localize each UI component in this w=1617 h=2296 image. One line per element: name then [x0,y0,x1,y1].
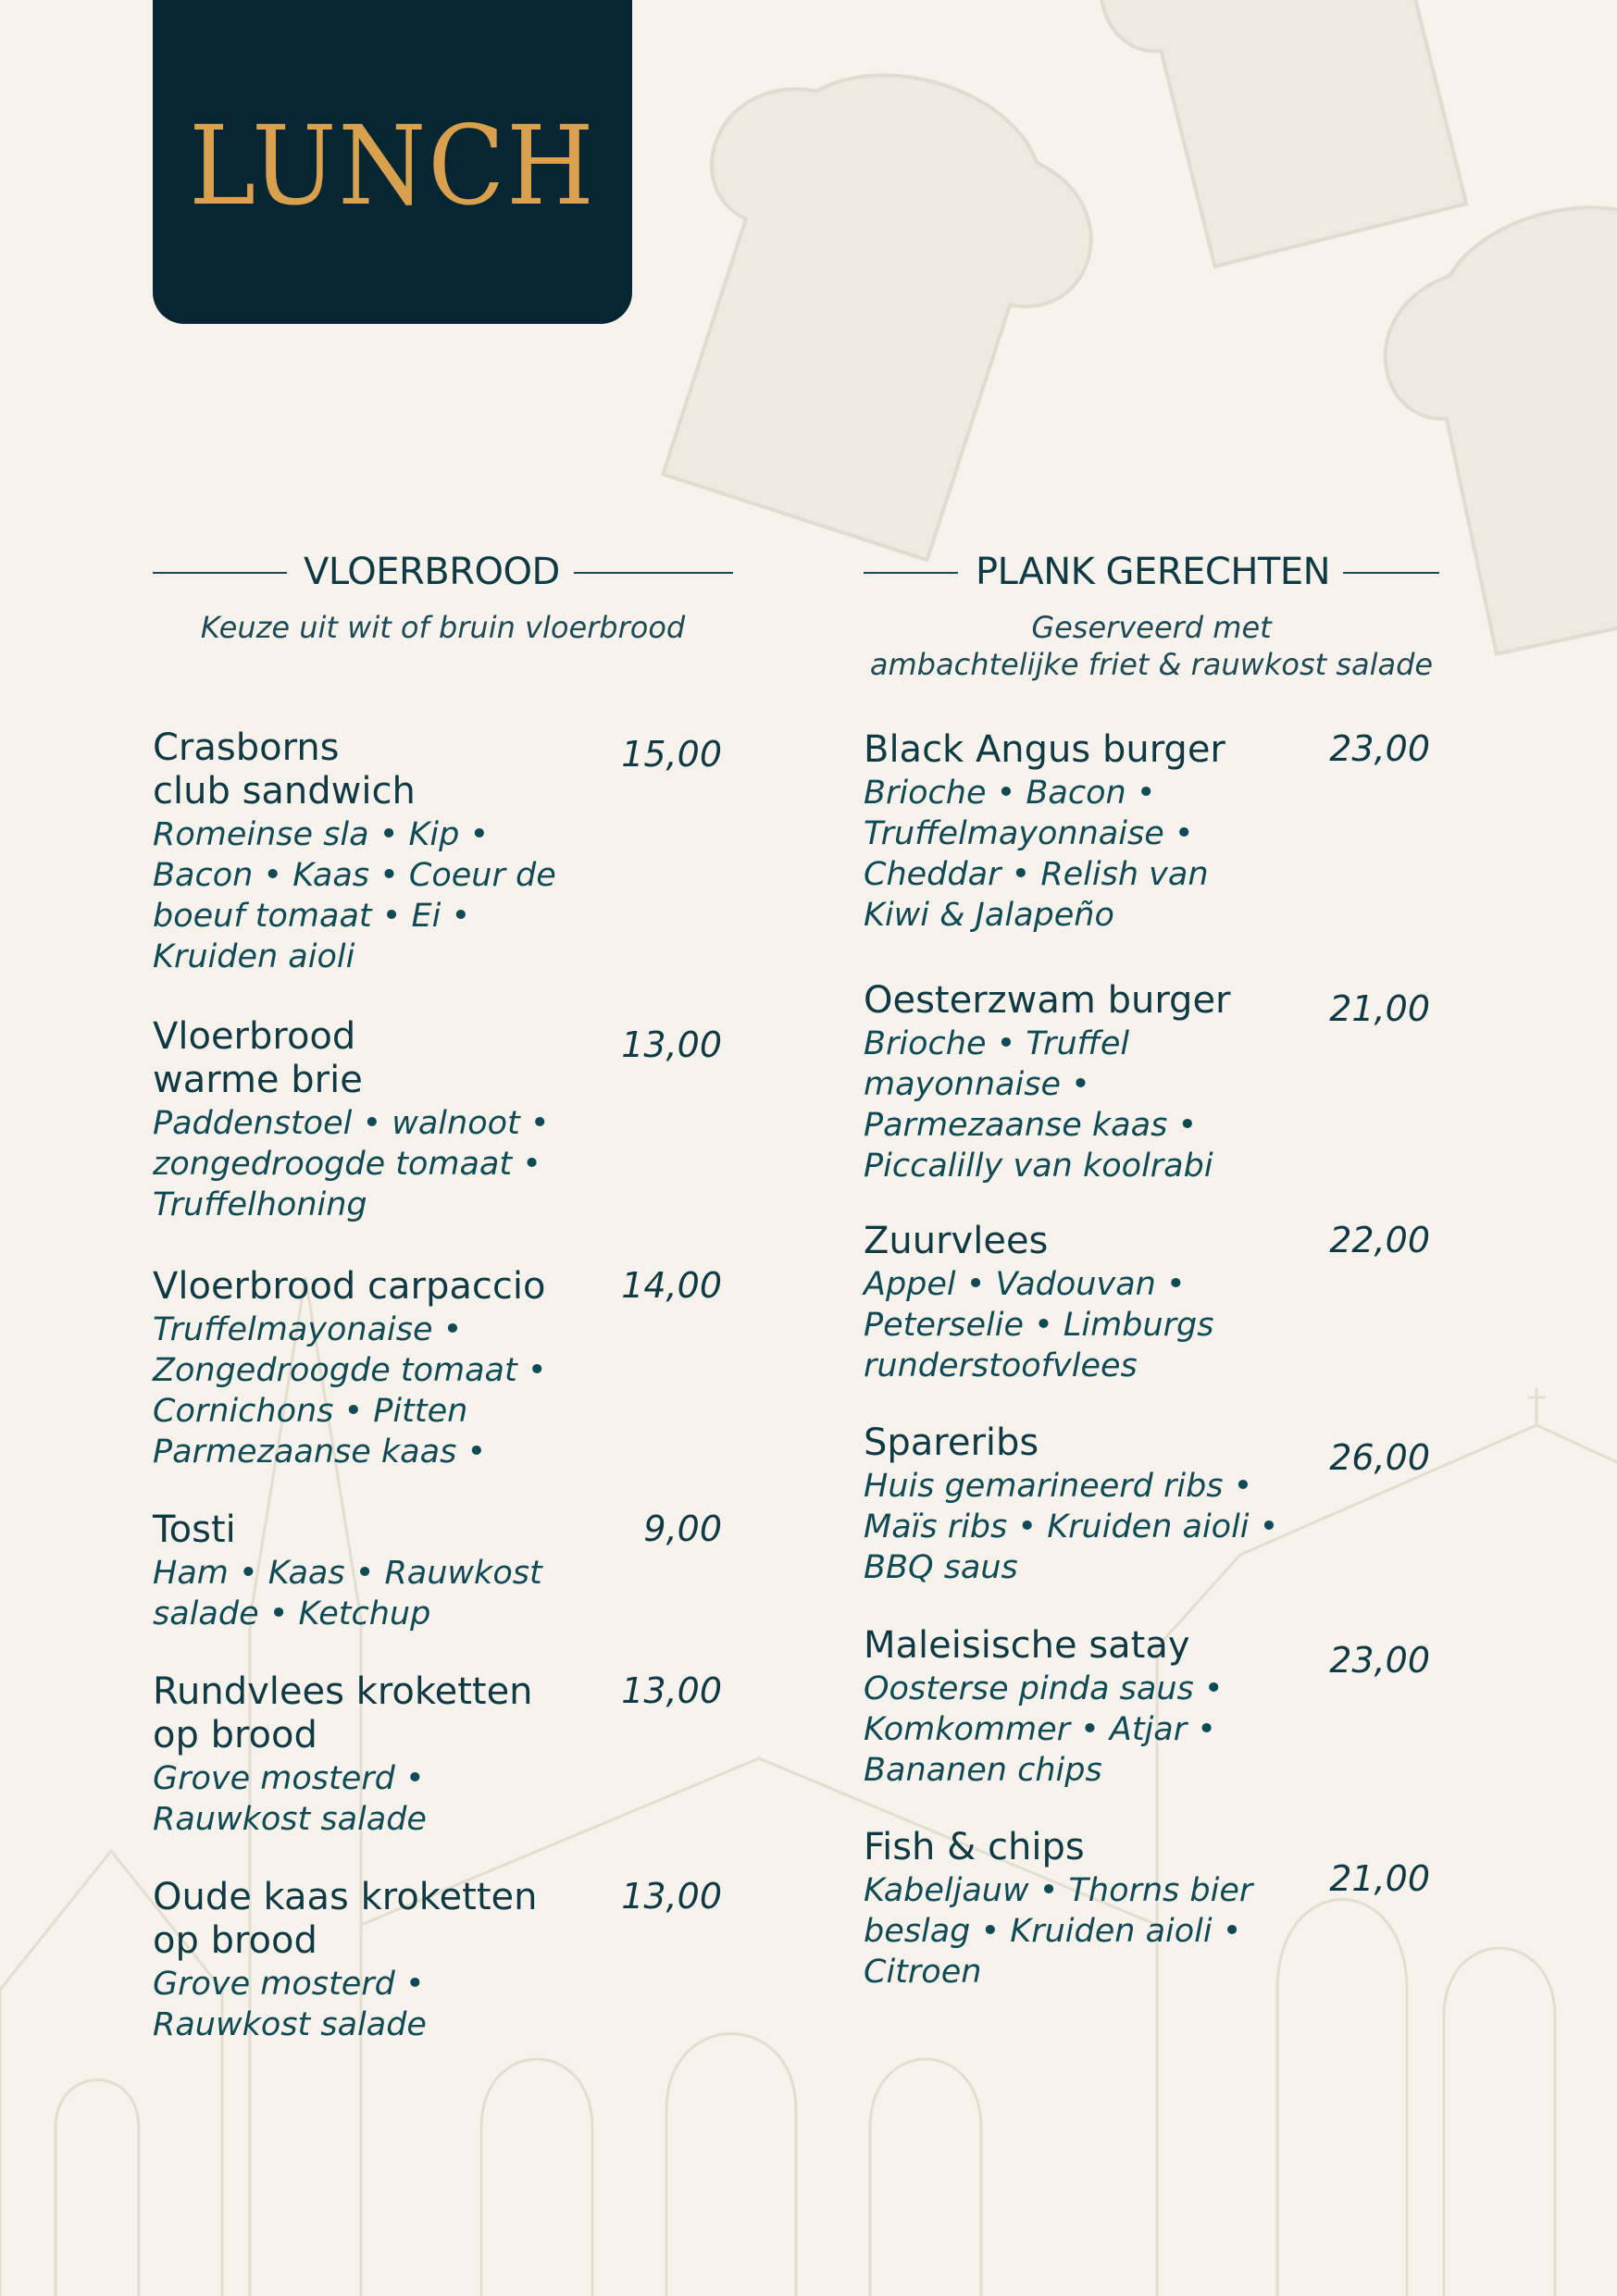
menu-item [864,728,1430,936]
item-description: Romeinse sla • Kip • Bacon • Kaas • Coeur de boeuf tomaat • Ei • Kruiden aioli [153,816,556,975]
item-price: 13,00 [621,1024,722,1065]
item-description: Kabeljauw • Thorns bier beslag • Kruiden aioli • Citroen [864,1872,1253,1991]
item-description: Appel • Vadouvan • Peterselie • Limburgs runderstoofvlees [864,1266,1214,1384]
item-price: 21,00 [1329,1858,1430,1899]
item-price: 21,00 [1329,988,1430,1029]
header-rule-left [864,572,958,574]
item-description: Brioche • Truffel mayonnaise • Parmezaanse kaas • Piccalilly van koolrabi [864,1025,1213,1185]
item-name: Rundvlees kroketten op brood [153,1670,533,1756]
menu-item [153,1508,722,1634]
bread-slice-icon [1076,0,1519,278]
item-name: Zuurvlees [864,1220,1049,1262]
item-name: Vloerbrood carpaccio [153,1265,546,1308]
item-price: 26,00 [1329,1437,1430,1478]
item-description: Brioche • Bacon • Truffelmayonnaise • Cheddar • Relish van Kiwi & Jalapeño [864,775,1209,934]
header-rule-right [1343,572,1439,574]
item-price: 13,00 [621,1670,722,1711]
menu-item [153,726,722,977]
item-price: 14,00 [621,1265,722,1306]
menu-item [153,1876,722,2045]
section-title: PLANK GERECHTEN [976,551,1331,593]
page-title: LUNCH [189,102,596,230]
item-price: 15,00 [621,734,722,775]
item-price: 23,00 [1329,728,1430,769]
item-name: Tosti [153,1508,236,1551]
menu-item [153,1015,722,1225]
item-price: 23,00 [1329,1640,1430,1681]
header-rule-left [153,572,287,574]
item-description: Huis gemarineerd ribs • Maïs ribs • Kruiden aioli • BBQ saus [864,1468,1279,1586]
item-name: Black Angus burger [864,728,1225,771]
header-rule-right [574,572,733,574]
section-header-vloerbrood [153,544,733,600]
item-description: Truffelmayonaise • Zongedroogde tomaat • Cornichons • Pitten Parmezaanse kaas • [153,1311,547,1471]
item-name: Crasborns club sandwich [153,726,416,813]
item-name: Spareribs [864,1421,1039,1464]
menu-item [864,1220,1430,1386]
menu-item [864,1826,1430,1992]
item-name: Vloerbrood warme brie [153,1015,363,1101]
item-name: Fish & chips [864,1826,1085,1868]
section-header-plank-gerechten [864,544,1439,600]
item-price: 22,00 [1329,1220,1430,1260]
menu-item [864,1624,1430,1791]
item-description: Grove mosterd • Rauwkost salade [153,1966,427,2043]
item-description: Grove mosterd • Rauwkost salade [153,1760,427,1838]
item-price: 13,00 [621,1876,722,1917]
menu-item [864,979,1430,1186]
item-description: Paddenstoel • walnoot • zongedroogde tomaat • Truffelhoning [153,1105,550,1223]
item-name: Oude kaas kroketten op brood [153,1876,538,1962]
menu-item [153,1670,722,1840]
item-name: Oesterzwam burger [864,979,1231,1022]
item-name: Maleisische satay [864,1624,1190,1667]
item-price: 9,00 [643,1508,722,1549]
menu-item [153,1265,722,1472]
lunch-header-badge [153,0,632,324]
section-subtitle: Keuze uit wit of bruin vloerbrood [200,610,686,645]
bread-slice-icon [613,23,1126,578]
item-description: Ham • Kaas • Rauwkost salade • Ketchup [153,1555,542,1632]
item-description: Oosterse pinda saus • Komkommer • Atjar • Bananen chips [864,1670,1224,1789]
menu-item [864,1421,1430,1588]
section-title: VLOERBROOD [304,551,560,593]
section-subtitle: Geserveerd met ambachtelijke friet & rauwkost salade [869,610,1434,682]
